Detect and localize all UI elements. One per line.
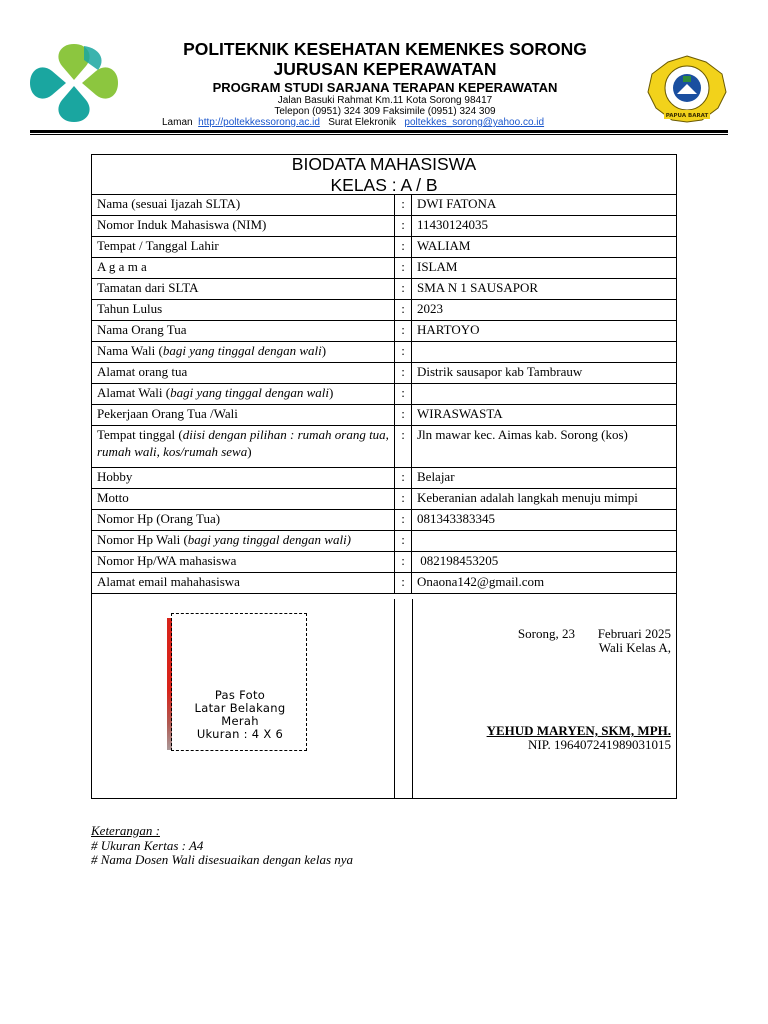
institution-phone: Telepon (0951) 324 309 Faksimile (0951) 324 309 (274, 106, 496, 117)
table-row (92, 237, 677, 258)
table-row (92, 195, 677, 216)
kemenkes-logo (26, 40, 122, 126)
field-separator: : (395, 321, 412, 342)
field-separator: : (395, 279, 412, 300)
notes-heading: Keterangan : (91, 823, 160, 838)
field-label-text: Hobby (97, 469, 133, 484)
field-label-hint: bagi yang tinggal dengan wali) (187, 532, 352, 547)
field-label-text: Nama Wali ( (97, 343, 163, 358)
field-value (412, 384, 677, 405)
field-value: SMA N 1 SAUSAPOR (412, 279, 677, 300)
field-separator: : (395, 300, 412, 321)
field-separator: : (395, 216, 412, 237)
field-value: Onaona142@gmail.com (412, 573, 677, 594)
field-value: HARTOYO (412, 321, 677, 342)
field-label (92, 510, 395, 531)
field-separator: : (395, 237, 412, 258)
table-row (92, 216, 677, 237)
table-row (92, 258, 677, 279)
table-row (92, 342, 677, 363)
field-label-text: ) (321, 343, 327, 358)
field-separator: : (395, 489, 412, 510)
notes-line: # Ukuran Kertas : A4 (91, 838, 204, 853)
field-label-text: Alamat email mahahasiswa (97, 574, 240, 589)
signature-name: YEHUD MARYEN, SKM, MPH. (486, 723, 671, 738)
field-value: DWI FATONA (412, 195, 677, 216)
field-label-text: A g a m a (97, 259, 147, 274)
field-label (92, 468, 395, 489)
field-label (92, 384, 395, 405)
table-row (92, 573, 677, 594)
field-value: Jln mawar kec. Aimas kab. Sorong (kos) (412, 426, 677, 468)
column-divider (412, 599, 413, 799)
photo-instructions (176, 689, 304, 741)
field-value: Keberanian adalah langkah menuju mimpi (412, 489, 677, 510)
field-label-text: Alamat orang tua (97, 364, 188, 379)
photo-line: Pas Foto (214, 688, 266, 702)
signature-date: Sorong, 23 Februari 2025 (517, 626, 671, 641)
field-label-text: Nomor Hp (Orang Tua) (97, 511, 221, 526)
field-value: Distrik sausapor kab Tambrauw (412, 363, 677, 384)
department-name: JURUSAN KEPERAWATAN (273, 59, 497, 79)
field-label-text: Tempat / Tanggal Lahir (97, 238, 219, 253)
biodata-table (91, 194, 677, 594)
field-label (92, 531, 395, 552)
field-label (92, 573, 395, 594)
signature-role: Wali Kelas A, (598, 640, 671, 655)
institution-web-line (150, 117, 642, 128)
table-row (92, 363, 677, 384)
field-label (92, 405, 395, 426)
field-label (92, 216, 395, 237)
field-value: WALIAM (412, 237, 677, 258)
table-row (92, 489, 677, 510)
field-value: 081343383345 (412, 510, 677, 531)
field-label (92, 342, 395, 363)
field-separator: : (395, 531, 412, 552)
table-row (92, 426, 677, 468)
field-value: Belajar (412, 468, 677, 489)
field-label (92, 489, 395, 510)
field-value: 11430124035 (412, 216, 677, 237)
field-label (92, 300, 395, 321)
field-separator: : (395, 426, 412, 468)
program-name: PROGRAM STUDI SARJANA TERAPAN KEPERAWATAN (212, 80, 558, 95)
form-title: BIODATA MAHASISWA (291, 154, 477, 174)
notes-line: # Nama Dosen Wali disesuaikan dengan kelas nya (91, 852, 354, 867)
field-separator: : (395, 342, 412, 363)
field-separator: : (395, 384, 412, 405)
website-label: Laman (162, 117, 193, 128)
field-label-hint: diisi dengan pilihan : rumah orang tua, rumah wali, kos/rumah sewa (97, 427, 389, 459)
field-separator: : (395, 363, 412, 384)
photo-line: Ukuran : 4 X 6 (196, 727, 284, 741)
field-value: ISLAM (412, 258, 677, 279)
signature-nip: NIP. 196407241989031015 (527, 737, 671, 752)
field-label-hint: bagi yang tinggal dengan wali (162, 343, 322, 358)
field-label-text: Nama (sesuai Ijazah SLTA) (97, 196, 241, 211)
field-separator: : (395, 468, 412, 489)
field-value (412, 342, 677, 363)
table-row (92, 552, 677, 573)
table-row (92, 279, 677, 300)
field-label-text: Pekerjaan Orang Tua /Wali (97, 406, 238, 421)
field-label-text: Nomor Hp Wali ( (97, 532, 188, 547)
field-label-text: Motto (97, 490, 129, 505)
form-subtitle: KELAS : A / B (330, 175, 438, 195)
table-row (92, 300, 677, 321)
table-row (92, 321, 677, 342)
field-value (412, 531, 677, 552)
photo-line: Merah (221, 714, 259, 728)
field-value: 082198453205 (412, 552, 677, 573)
field-label-text: Nama Orang Tua (97, 322, 187, 337)
table-row (92, 384, 677, 405)
email-label: Surat Elekronik (328, 117, 397, 128)
field-label (92, 363, 395, 384)
field-label-text: Alamat Wali ( (97, 385, 171, 400)
institution-address: Jalan Basuki Rahmat Km.11 Kota Sorong 98417 (277, 95, 493, 106)
website-link[interactable]: http://poltekkessorong.ac.id (198, 117, 320, 128)
email-link[interactable]: poltekkes_sorong@yahoo.co.id (404, 117, 545, 128)
table-row (92, 510, 677, 531)
field-value: WIRASWASTA (412, 405, 677, 426)
field-label (92, 237, 395, 258)
letterhead-rule-thin (30, 134, 728, 135)
field-separator: : (395, 258, 412, 279)
field-label-text: Nomor Hp/WA mahasiswa (97, 553, 237, 568)
field-separator: : (395, 195, 412, 216)
field-label-text: Nomor Induk Mahasiswa (NIM) (97, 217, 267, 232)
field-label (92, 195, 395, 216)
field-label (92, 279, 395, 300)
field-label (92, 426, 395, 468)
field-separator: : (395, 405, 412, 426)
table-row (92, 405, 677, 426)
field-value: 2023 (412, 300, 677, 321)
poltekkes-logo-caption: PAPUA BARAT (665, 113, 709, 119)
field-label (92, 321, 395, 342)
field-label-text: Tempat tinggal ( (97, 427, 183, 442)
photo-line: Latar Belakang (194, 701, 286, 715)
field-label-text: Tamatan dari SLTA (97, 280, 199, 295)
field-label (92, 258, 395, 279)
table-row (92, 468, 677, 489)
field-separator: : (395, 552, 412, 573)
field-separator: : (395, 573, 412, 594)
field-label-text: ) (247, 444, 252, 459)
institution-name: POLITEKNIK KESEHATAN KEMENKES SORONG (183, 39, 587, 59)
field-label (92, 552, 395, 573)
field-label-text: ) (328, 385, 334, 400)
column-divider (394, 599, 395, 799)
field-label-hint: bagi yang tinggal dengan wali (170, 385, 329, 400)
field-label-text: Tahun Lulus (97, 301, 163, 316)
table-row (92, 531, 677, 552)
letterhead-rule (30, 130, 728, 133)
poltekkes-sorong-logo (644, 54, 730, 124)
field-separator: : (395, 510, 412, 531)
